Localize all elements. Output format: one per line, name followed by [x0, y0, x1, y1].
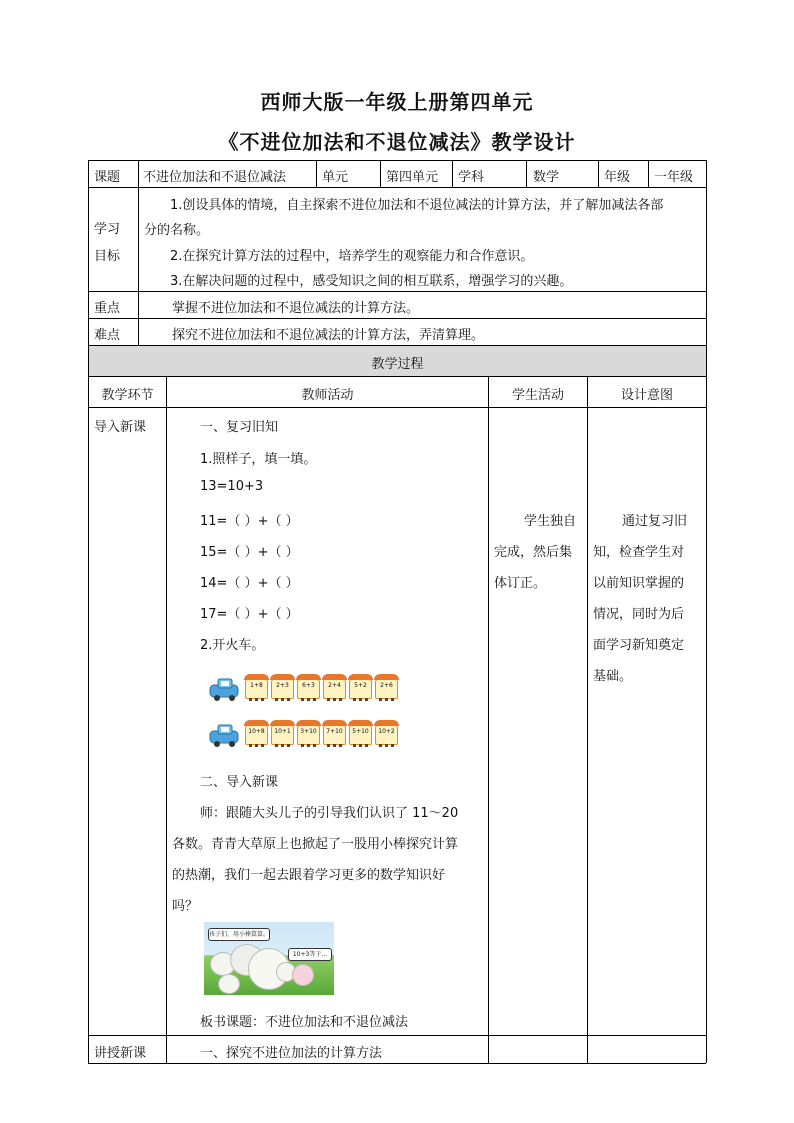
column-header: 学生活动	[511, 388, 564, 403]
objectives-label: 学习	[94, 222, 121, 237]
table-col-line	[648, 160, 649, 187]
design-intent-line: 知，检查学生对	[593, 545, 685, 560]
table-divider	[88, 407, 706, 408]
table-col-line	[380, 160, 381, 187]
discipline-label: 学科	[458, 170, 485, 185]
train-car: 7+10	[323, 725, 346, 745]
section-heading: 一、复习旧知	[200, 420, 279, 435]
train-car: 10+1	[271, 725, 294, 745]
student-activity-line: 学生独自	[524, 514, 577, 529]
column-header: 教师活动	[301, 388, 354, 403]
design-intent-line: 以前知识掌握的	[593, 576, 685, 591]
table-col-line	[488, 376, 489, 1063]
exercise-instruction: 2.开火车。	[200, 638, 265, 653]
objective-item: 分的名称。	[144, 223, 210, 238]
design-intent-line: 面学习新知奠定	[593, 638, 685, 653]
table-divider	[88, 318, 706, 319]
grade-label: 年级	[604, 170, 631, 185]
table-col-line	[166, 376, 167, 1063]
table-border-top	[88, 160, 706, 161]
subject-label: 课题	[94, 170, 121, 185]
table-col-line	[526, 160, 527, 187]
table-col-line	[316, 160, 317, 187]
table-border-left	[88, 160, 89, 1063]
train-car: 2+3	[271, 679, 294, 699]
student-activity-line: 体订正。	[494, 576, 547, 591]
table-divider	[88, 1035, 706, 1036]
train-car: 2+4	[323, 679, 346, 699]
design-intent-line: 情况，同时为后	[593, 607, 685, 622]
train-engine-icon	[208, 723, 242, 745]
train-engine-icon	[208, 677, 242, 699]
exercise-item: 17=（ ）+（ ）	[200, 607, 299, 622]
sheep-icon	[218, 974, 240, 994]
paragraph-line: 各数。青青大草原上也掀起了一股用小棒探究计算	[172, 837, 459, 852]
design-intent-line: 通过复习旧	[622, 514, 688, 529]
section-heading: 二、导入新课	[200, 775, 279, 790]
train-illustration	[208, 723, 398, 745]
table-divider	[88, 291, 706, 292]
subject-value: 不进位加法和不退位减法	[143, 170, 287, 185]
paragraph-line: 吗？	[172, 899, 199, 914]
key-point-label: 重点	[94, 301, 121, 316]
unit-label: 单元	[322, 170, 349, 185]
table-col-line	[138, 160, 139, 345]
process-header: 教学过程	[371, 357, 424, 372]
train-car: 5+2	[349, 679, 372, 699]
board-title: 板书课题：不进位加法和不退位减法	[200, 1015, 409, 1030]
stage-label: 讲授新课	[94, 1046, 147, 1061]
document-subtitle: 《不进位加法和不退位减法》教学设计	[218, 130, 576, 154]
exercise-item: 11=（ ）+（ ）	[200, 514, 299, 529]
objective-item: 1.创设具体的情境，自主探索不进位加法和不退位减法的计算方法，并了解加减法各部	[170, 198, 664, 213]
exercise-item: 14=（ ）+（ ）	[200, 576, 299, 591]
paragraph-line: 师：跟随大头儿子的引导我们认识了 11～20	[200, 806, 459, 821]
table-border-bottom	[88, 1063, 706, 1064]
train-car: 1+8	[245, 679, 268, 699]
difficulty-label: 难点	[94, 328, 121, 343]
train-car: 10+8	[245, 725, 268, 745]
table-col-line	[587, 376, 588, 1063]
table-divider	[88, 376, 706, 377]
document-title: 西师大版一年级上册第四单元	[260, 90, 534, 114]
train-car: 6+3	[297, 679, 320, 699]
train-car: 10+2	[375, 725, 398, 745]
objective-item: 2.在探究计算方法的过程中，培养学生的观察能力和合作意识。	[170, 249, 534, 264]
train-car: 3+10	[297, 725, 320, 745]
student-activity-line: 完成，然后集	[494, 545, 573, 560]
objective-item: 3.在解决问题的过程中，感受知识之间的相互联系，增强学习的兴趣。	[170, 274, 573, 289]
train-illustration	[208, 677, 398, 699]
table-col-line	[452, 160, 453, 187]
table-border-right	[706, 160, 707, 1063]
grade-value: 一年级	[654, 170, 694, 185]
table-divider	[88, 187, 706, 188]
train-car: 5+10	[349, 725, 372, 745]
speech-bubble: 孩子们，用小棒算算。	[208, 928, 270, 941]
design-intent-line: 基础。	[593, 669, 633, 684]
objectives-label: 目标	[94, 249, 121, 264]
column-header: 教学环节	[101, 388, 154, 403]
exercise-item: 15=（ ）+（ ）	[200, 545, 299, 560]
train-car: 2+6	[375, 679, 398, 699]
key-point-text: 掌握不进位加法和不退位减法的计算方法。	[172, 301, 420, 316]
speech-bubble: 10+3等于...	[288, 948, 332, 961]
section-heading: 一、探究不进位加法的计算方法	[200, 1046, 383, 1061]
cartoon-sheep-image	[204, 922, 334, 995]
table-col-line	[598, 160, 599, 187]
stage-label: 导入新课	[94, 420, 147, 435]
sheep-icon	[292, 964, 314, 986]
paragraph-line: 的热潮，我们一起去跟着学习更多的数学知识好	[172, 868, 446, 883]
unit-value: 第四单元	[386, 170, 439, 185]
discipline-value: 数学	[533, 170, 560, 185]
exercise-example: 13=10+3	[200, 479, 264, 494]
difficulty-text: 探究不进位加法和不退位减法的计算方法，弄清算理。	[172, 328, 485, 343]
column-header: 设计意图	[620, 388, 673, 403]
exercise-instruction: 1.照样子，填一填。	[200, 452, 317, 467]
